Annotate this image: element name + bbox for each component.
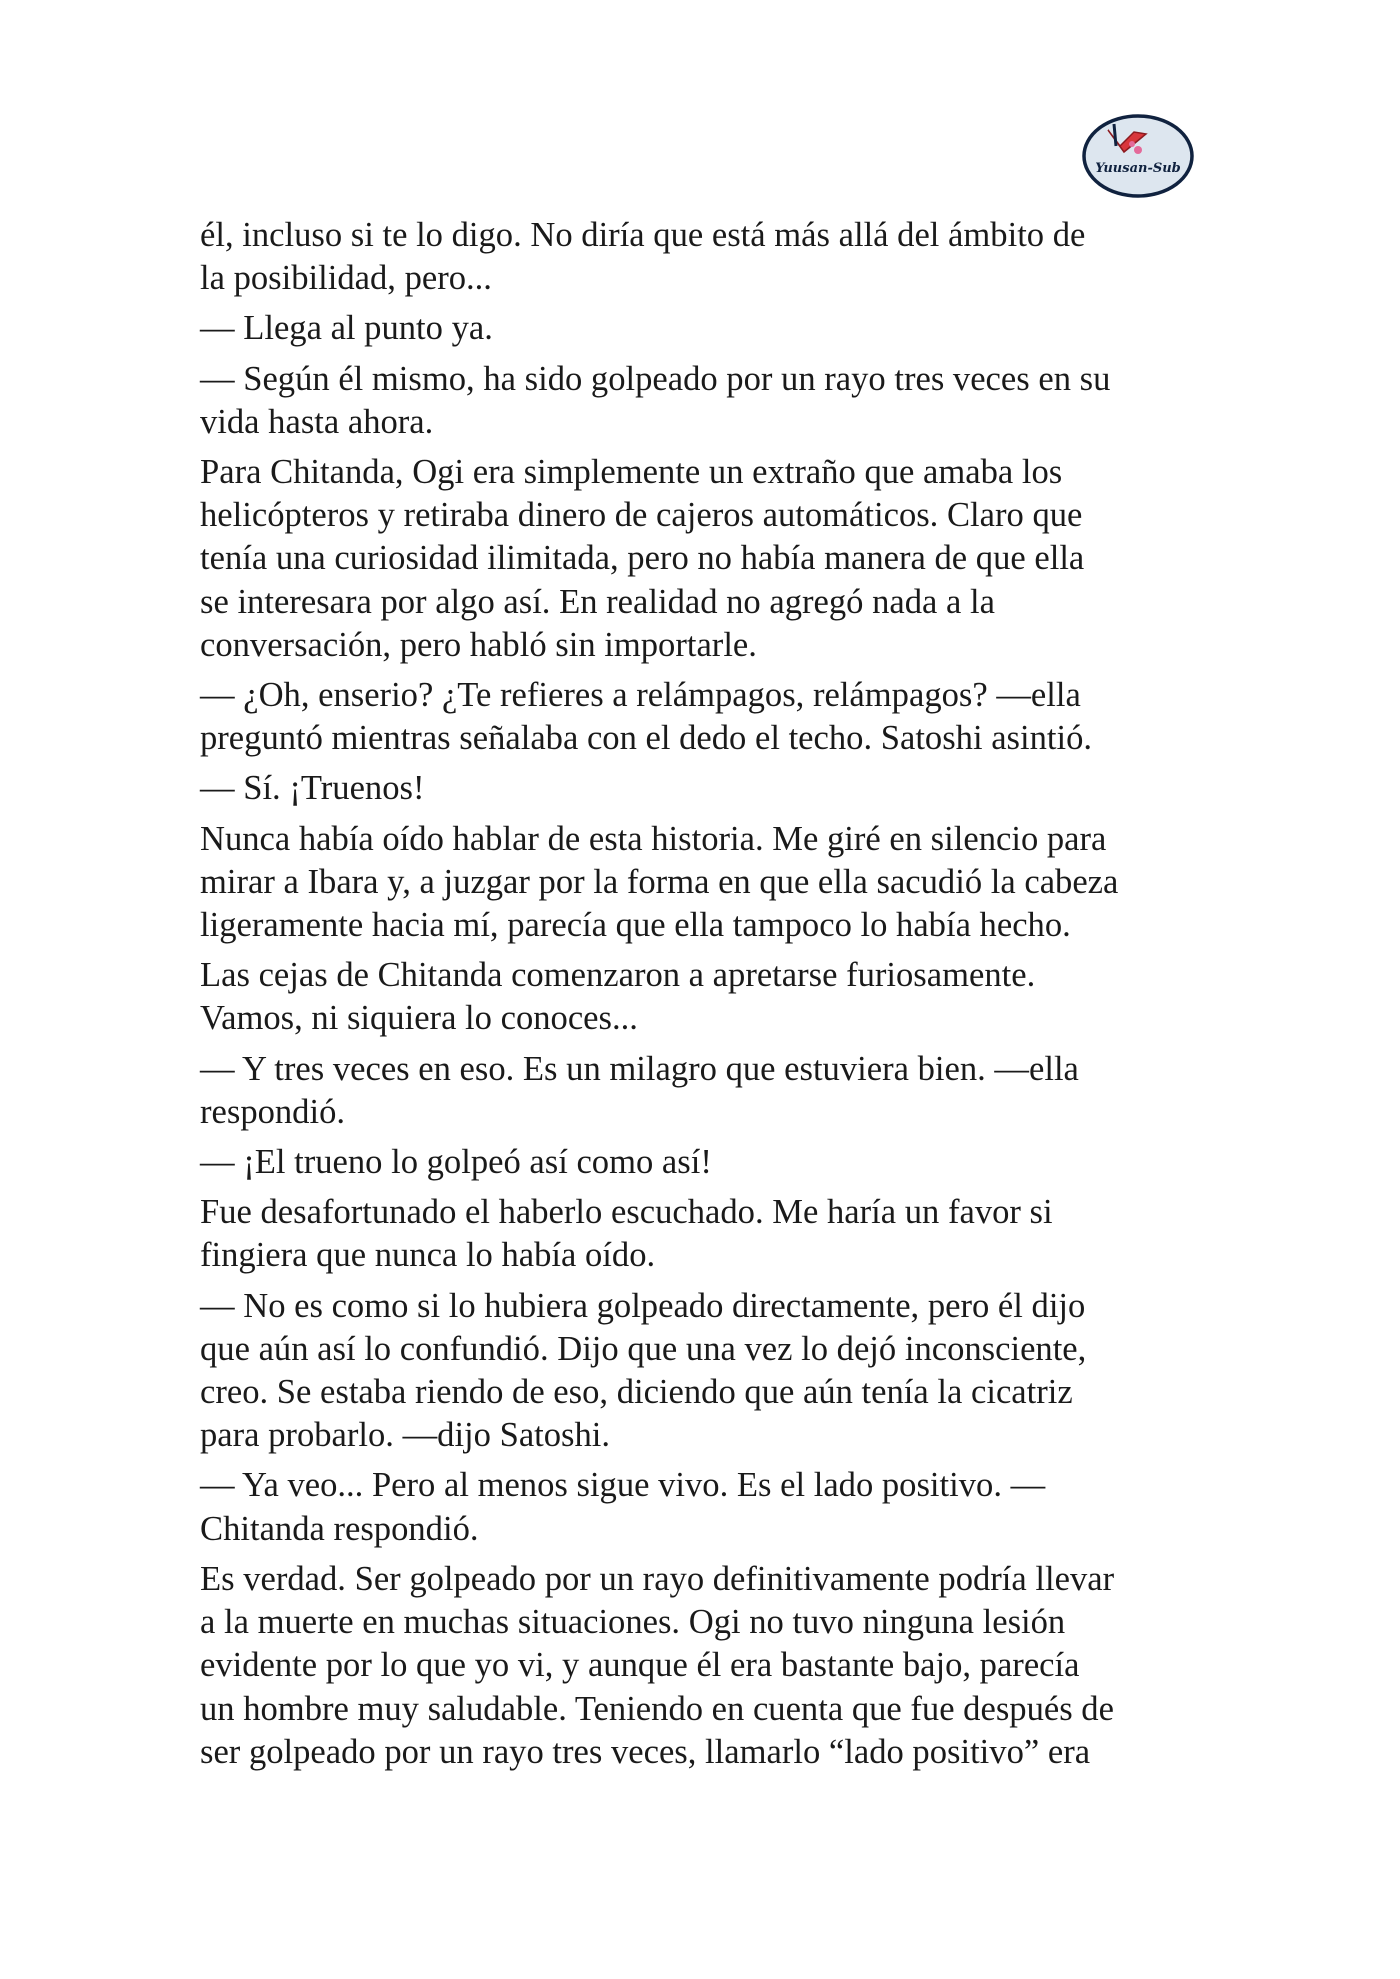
yuusan-sub-logo bbox=[1080, 106, 1196, 198]
page-body-text bbox=[200, 214, 1210, 1781]
paragraph: Fue desafortunado el haberlo escuchado. Me haría un favor si fingiera que nunca lo había oído. bbox=[200, 1193, 1053, 1275]
logo-dot bbox=[1129, 141, 1135, 147]
dialogue-line: — Sí. ¡Truenos! bbox=[200, 769, 425, 808]
dialogue-line: — Según él mismo, ha sido golpeado por un rayo tres veces en su vida hasta ahora. bbox=[200, 359, 1111, 441]
dialogue-line: — ¿Oh, enserio? ¿Te refieres a relámpagos, relámpagos? —ella preguntó mientras señalaba con el dedo el techo. Satoshi asintió. bbox=[200, 676, 1093, 758]
paragraph: él, incluso si te lo digo. No diría que está más allá del ámbito de la posibilidad, pero... bbox=[200, 216, 1086, 298]
paragraph: Para Chitanda, Ogi era simplemente un extraño que amaba los helicópteros y retiraba dinero de cajeros automáticos. Claro que tenía una curiosidad ilimitada, pero no había manera de que ella se interesara por algo así. En realidad no agregó nada a la conversación, pero habló sin importarle. bbox=[200, 453, 1085, 664]
dialogue-line: — Y tres veces en eso. Es un milagro que estuviera bien. —ella respondió. bbox=[200, 1049, 1079, 1131]
logo-watermark-text: Yuusan-Sub bbox=[1095, 161, 1181, 176]
logo-badge bbox=[1084, 116, 1192, 196]
paragraph: Las cejas de Chitanda comenzaron a apretarse furiosamente. Vamos, ni siquiera lo conoces... bbox=[200, 956, 1036, 1038]
logo-dot bbox=[1134, 146, 1142, 154]
paragraph: Nunca había oído hablar de esta historia. Me giré en silencio para mirar a Ibara y, a juzgar por la forma en que ella sacudió la cabeza ligeramente hacia mí, parecía que ella tampoco lo había hecho. bbox=[200, 819, 1119, 945]
dialogue-line: — Ya veo... Pero al menos sigue vivo. Es el lado positivo. — Chitanda respondió. bbox=[200, 1466, 1046, 1548]
dialogue-line: — No es como si lo hubiera golpeado directamente, pero él dijo que aún así lo confundió. Dijo que una vez lo dejó inconsciente, creo. Se estaba riendo de eso, diciendo que aún tenía la cicatriz para probarlo. —dijo Satoshi. bbox=[200, 1286, 1087, 1455]
dialogue-line: — ¡El trueno lo golpeó así como así! bbox=[200, 1143, 712, 1182]
paragraph: Es verdad. Ser golpeado por un rayo definitivamente podría llevar a la muerte en muchas situaciones. Ogi no tuvo ninguna lesión evidente por lo que yo vi, y aunque él era bastante bajo, parecía un hombre muy saludable. Teniendo en cuenta que fue después de ser golpeado por un rayo tres veces, llamarlo “lado positivo” era bbox=[200, 1559, 1115, 1771]
dialogue-line: — Llega al punto ya. bbox=[200, 309, 493, 348]
